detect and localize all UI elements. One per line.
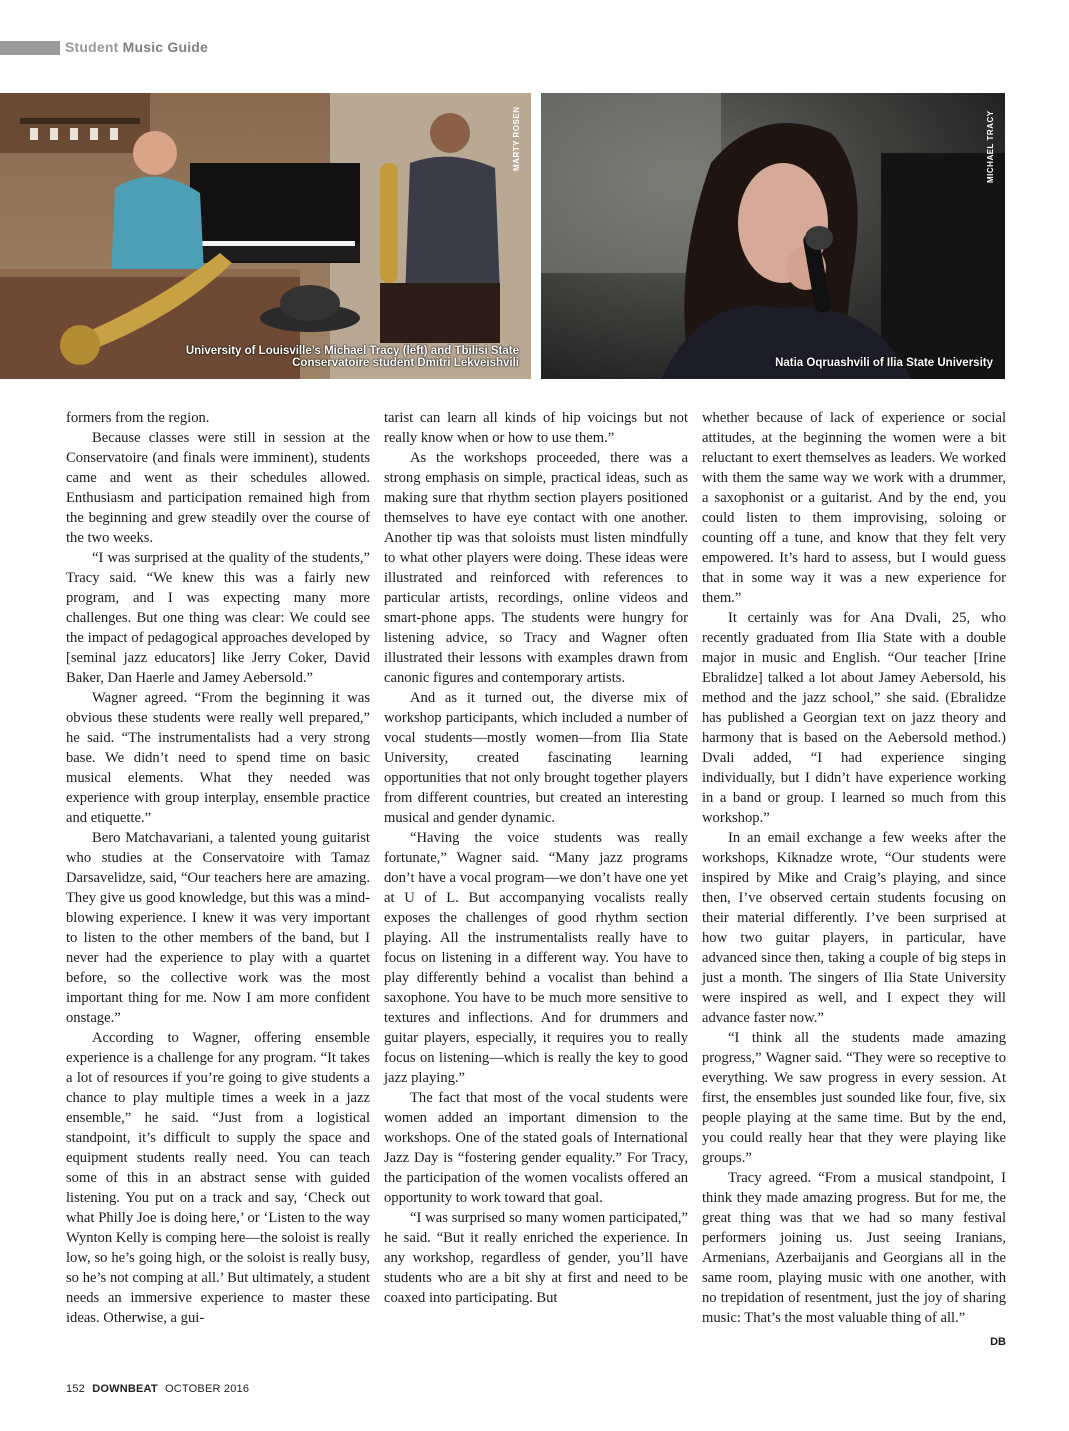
section-label [65, 39, 208, 55]
photo-credit-left: MARTY ROSEN [512, 106, 521, 171]
article-column-1 [66, 408, 370, 1328]
paragraph: Because classes were still in session at the Conservatoire (and finals were imminent), students came and went as their schedules allowed. Enthusiasm and participation remained high from the beginning and grew steadily over the course of the two weeks. [66, 430, 370, 546]
section-prefix: Student [65, 39, 119, 55]
caption-left-line1: University of Louisville’s Michael Tracy (left) and Tbilisi State [185, 345, 519, 357]
paragraph: According to Wagner, offering ensemble experience is a challenge for any program. “It takes a lot of resources if you’re going to give students a chance to play multiple times a week in a jazz ensemble,” he said. “Just from a logistical standpoint, it’s difficult to supply the space and equipment students really need. You can teach some of this in an abstract sense with guided listening. You put on a track and say, ‘Check out what Philly Joe is doing here,’ or ‘Listen to the way Wynton Kelly is comping here—the soloist is really low, so he’s going high, or the soloist is really busy, so he’s not comping at all.’ But ultimately, a student needs an immersive experience to master these ideas. Otherwise, a gui- [66, 1030, 370, 1326]
paragraph: As the workshops proceeded, there was a strong emphasis on simple, practical ideas, such as making sure that rhythm section players positioned themselves to have eye contact with one another. Another tip was that soloists must listen mindfully to what other players were doing. These ideas were illustrated and reinforced with references to particular artists, recordings, online videos and smart-phone apps. The students were hungry for listening advice, so Tracy and Wagner often illustrated their lessons with examples drawn from canonic figures and contemporary artists. [384, 450, 688, 686]
paragraph: It certainly was for Ana Dvali, 25, who recently graduated from Ilia State with a double major in music and English. “Our teacher [Irine Ebralidze] talked a lot about Jamey Aebersold, his method and the jazz school,” she said. (Ebralidze has published a Georgian text on jazz theory and harmony that is based on the Aebersold method.) Dvali added, “I had experience singing individually, but I didn’t have experience working in a band or group. I learned so much from this workshop.” [702, 610, 1006, 826]
paragraph: tarist can learn all kinds of hip voicings but not really know when or how to use them.” [384, 410, 688, 446]
caption-left-line2: Conservatoire student Dmitri Lekveishvili [292, 357, 519, 369]
magazine-name: DOWNBEAT [92, 1383, 158, 1395]
photo-natia-oqruashvili [541, 93, 1005, 379]
paragraph: formers from the region. [66, 410, 210, 426]
paragraph: “I think all the students made amazing progress,” Wagner said. “They were so receptive to everything. We saw progress in every session. At first, the ensembles just sounded like four, five, six people playing at the same time. But by the end, you could really hear that they were playing like groups.” [702, 1030, 1006, 1166]
paragraph: “I was surprised at the quality of the students,” Tracy said. “We knew this was a fairly new program, and I was expecting many more challenges. But one thing was clear: We could see the impact of pedagogical approaches developed by [seminal jazz educators] like Jerry Coker, David Baker, Dan Haerle and Jamey Aebersold.” [66, 550, 370, 686]
end-mark: DB [990, 1336, 1006, 1348]
article-column-3 [702, 408, 1006, 1352]
paragraph: In an email exchange a few weeks after the workshops, Kiknadze wrote, “Our students were inspired by Mike and Craig’s playing, and since then, I’ve observed certain students focusing on their material differently. I’ve been surprised at how two guitar players, in particular, have advanced since then, taking a couple of big steps in just a month. The singers of Ilia State University were inspired as well, and I expect they will advance faster now.” [702, 830, 1006, 1026]
paragraph: “I was surprised so many women participated,” he said. “But it really enriched the experience. In any workshop, regardless of gender, you’ll have students who are a bit shy at first and need to be coaxed into participating. But [384, 1210, 688, 1306]
article-column-2 [384, 408, 688, 1308]
page-footer [66, 1383, 249, 1395]
section-bar [0, 41, 60, 55]
issue-date: OCTOBER 2016 [165, 1383, 250, 1395]
paragraph: The fact that most of the vocal students were women added an important dimension to the workshops. One of the stated goals of International Jazz Day is “fostering gender equality.” For Tracy, the participation of the women vocalists offered an opportunity to work toward that goal. [384, 1090, 688, 1206]
photo-caption-right: Natia Oqruashvili of Ilia State University [775, 357, 993, 369]
paragraph: Tracy agreed. “From a musical standpoint, I think they made amazing progress. But for me, the great thing was that we had so many festival performers joining us. Just seeing Iranians, Armenians, Azerbaijanis and Georgians all in the same room, playing music with one another, with no trepidation of resentment, just the joy of sharing music: That’s the most valuable thing of all.” [702, 1170, 1006, 1326]
paragraph: whether because of lack of experience or social attitudes, at the beginning the women were a bit reluctant to exert themselves as leaders. We worked with them the same way we work with a drummer, a saxophonist or a guitarist. And by the end, you could listen to them improvising, soloing or counting off a tune, and know that they felt very empowered. It’s hard to assess, but I would guess that in some way it was a new experience for them.” [702, 410, 1006, 606]
paragraph: Wagner agreed. “From the beginning it was obvious these students were really well prepared,” he said. “The instrumentalists had a very strong base. We didn’t need to spend time on basic musical elements. What they needed was experience with group interplay, ensemble practice and etiquette.” [66, 690, 370, 826]
paragraph: “Having the voice students was really fortunate,” Wagner said. “Many jazz programs don’t have a vocal program—we don’t have one yet at U of L. But accompanying vocalists really exposes the challenges of good rhythm section playing. All the instrumentalists really have to focus on listening in a different way. You have to play differently behind a vocalist than behind a saxophone. You have to be much more sensitive to textures and inflections. And for drummers and guitar players, especially, it requires you to really focus on listening—which is really the key to good jazz playing.” [384, 830, 688, 1086]
photo-right-illustration [541, 93, 1005, 379]
photo-left-illustration [0, 93, 531, 379]
section-title: Music Guide [122, 39, 209, 55]
page-number: 152 [66, 1383, 85, 1395]
photo-tracy-lekveishvili [0, 93, 531, 379]
photo-caption-left [186, 345, 519, 369]
paragraph: And as it turned out, the diverse mix of workshop participants, which included a number of vocal students—mostly women—from Ilia State University, created fascinating learning opportunities that not only brought together players from different countries, but created an interesting musical and gender dynamic. [384, 690, 688, 826]
photo-credit-right: MICHAEL TRACY [986, 110, 995, 183]
paragraph: Bero Matchavariani, a talented young guitarist who studies at the Conservatoire with Tamaz Darsavelidze, said, “Our teachers here are amazing. They give us good knowledge, but this was a mind-blowing experience. I knew it was very important to listen to the other members of the band, but I never had the experience to play with a quartet before, so the collective work was the most important thing for me. Now I am more confident onstage.” [66, 830, 370, 1026]
